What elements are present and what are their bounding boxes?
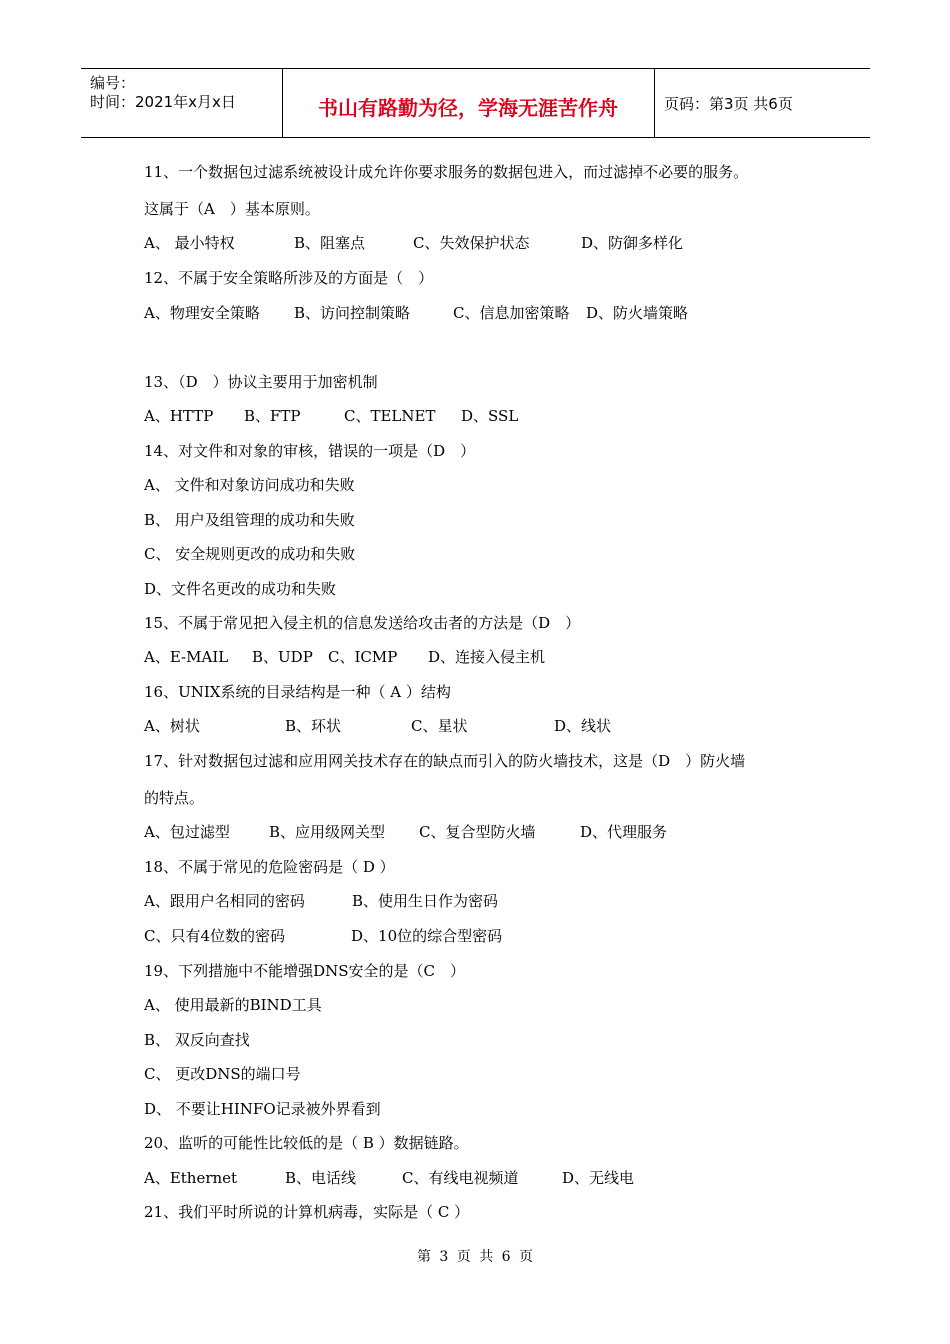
question-line: 17、针对数据包过滤和应用网关技术存在的缺点而引入的防火墙技术，这是（D ）防火墙: [144, 752, 746, 770]
option-item: D、连接入侵主机: [428, 648, 546, 666]
question-line: 18、不属于常见的危险密码是（ D ）: [144, 858, 395, 876]
option-item: A、E-MAIL: [144, 648, 229, 666]
option-item: B、阻塞点: [294, 234, 366, 252]
question-line: D、 不要让HINFO记录被外界看到: [144, 1100, 381, 1118]
question-line: A、 文件和对象访问成功和失败: [144, 476, 355, 494]
header-motto: 书山有路勤为径，学海无涯苦作舟: [318, 96, 618, 120]
footer-total-pages: 6: [501, 1249, 511, 1265]
option-item: A、树状: [144, 717, 200, 735]
question-line: 的特点。: [144, 789, 205, 807]
question-line: 19、下列措施中不能增强DNS安全的是（C ）: [144, 962, 465, 980]
option-item: C、失效保护状态: [413, 234, 530, 252]
question-line: 这属于（A ）基本原则。: [144, 200, 320, 218]
question-line: 11、一个数据包过滤系统被设计成允许你要求服务的数据包进入，而过滤掉不必要的服务。: [144, 163, 749, 181]
option-item: B、环状: [285, 717, 342, 735]
option-item: D、线状: [554, 717, 612, 735]
question-line: A、 使用最新的BIND工具: [144, 996, 322, 1014]
option-item: D、防御多样化: [581, 234, 684, 252]
option-item: D、代理服务: [580, 823, 668, 841]
header-motto-cell: [282, 69, 655, 137]
option-item: A、Ethernet: [144, 1169, 238, 1187]
option-item: C、TELNET: [344, 407, 436, 425]
option-item: B、应用级网关型: [269, 823, 386, 841]
option-item: D、防火墙策略: [586, 304, 689, 322]
option-item: A、物理安全策略: [144, 304, 260, 322]
option-item: C、ICMP: [328, 648, 398, 666]
footer-word-ye: 页: [456, 1249, 471, 1265]
option-item: B、使用生日作为密码: [352, 892, 499, 910]
footer-word-gong: 共: [479, 1249, 494, 1265]
question-line: 20、监听的可能性比较低的是（ B ）数据链路。: [144, 1134, 469, 1152]
header-page-cell: [655, 69, 870, 137]
option-item: B、UDP: [252, 648, 313, 666]
question-line: B、 双反向查找: [144, 1031, 250, 1049]
option-item: C、只有4位数的密码: [144, 927, 286, 945]
option-item: A、跟用户名相同的密码: [144, 892, 305, 910]
document-number-label: 编号：: [90, 74, 136, 92]
question-line: C、 安全规则更改的成功和失败: [144, 545, 356, 563]
document-time-label: 时间：2021年x月x日: [90, 93, 236, 111]
header-info-cell: [81, 69, 283, 137]
option-item: A、包过滤型: [144, 823, 230, 841]
option-item: B、访问控制策略: [294, 304, 411, 322]
page-footer: [0, 1246, 950, 1266]
question-line: 12、不属于安全策略所涉及的方面是（ ）: [144, 269, 434, 287]
option-item: B、电话线: [285, 1169, 357, 1187]
question-line: 15、不属于常见把入侵主机的信息发送给攻击者的方法是（D ）: [144, 614, 581, 632]
header-page-info: 页码：第3页 共6页: [664, 95, 793, 113]
footer-current-page: 3: [439, 1249, 449, 1265]
question-line: 14、对文件和对象的审核，错误的一项是（D ）: [144, 442, 476, 460]
footer-word-di: 第: [416, 1249, 431, 1265]
option-item: A、HTTP: [144, 407, 214, 425]
option-item: A、 最小特权: [144, 234, 235, 252]
option-item: C、信息加密策略: [453, 304, 570, 322]
option-item: B、FTP: [244, 407, 301, 425]
option-item: C、星状: [411, 717, 468, 735]
footer-word-ye2: 页: [519, 1249, 534, 1265]
question-line: B、 用户及组管理的成功和失败: [144, 511, 355, 529]
question-line: 21、我们平时所说的计算机病毒，实际是（ C ）: [144, 1203, 470, 1221]
page-header: [81, 68, 870, 138]
question-line: 16、UNIX系统的目录结构是一种（ A ）结构: [144, 683, 451, 701]
question-line: 13、（D ）协议主要用于加密机制: [144, 373, 378, 391]
option-item: C、有线电视频道: [402, 1169, 519, 1187]
option-item: C、复合型防火墙: [419, 823, 536, 841]
option-item: D、无线电: [562, 1169, 635, 1187]
option-item: D、10位的综合型密码: [351, 927, 503, 945]
question-line: D、文件名更改的成功和失败: [144, 580, 337, 598]
option-item: D、SSL: [461, 407, 519, 425]
question-line: C、 更改DNS的端口号: [144, 1065, 301, 1083]
